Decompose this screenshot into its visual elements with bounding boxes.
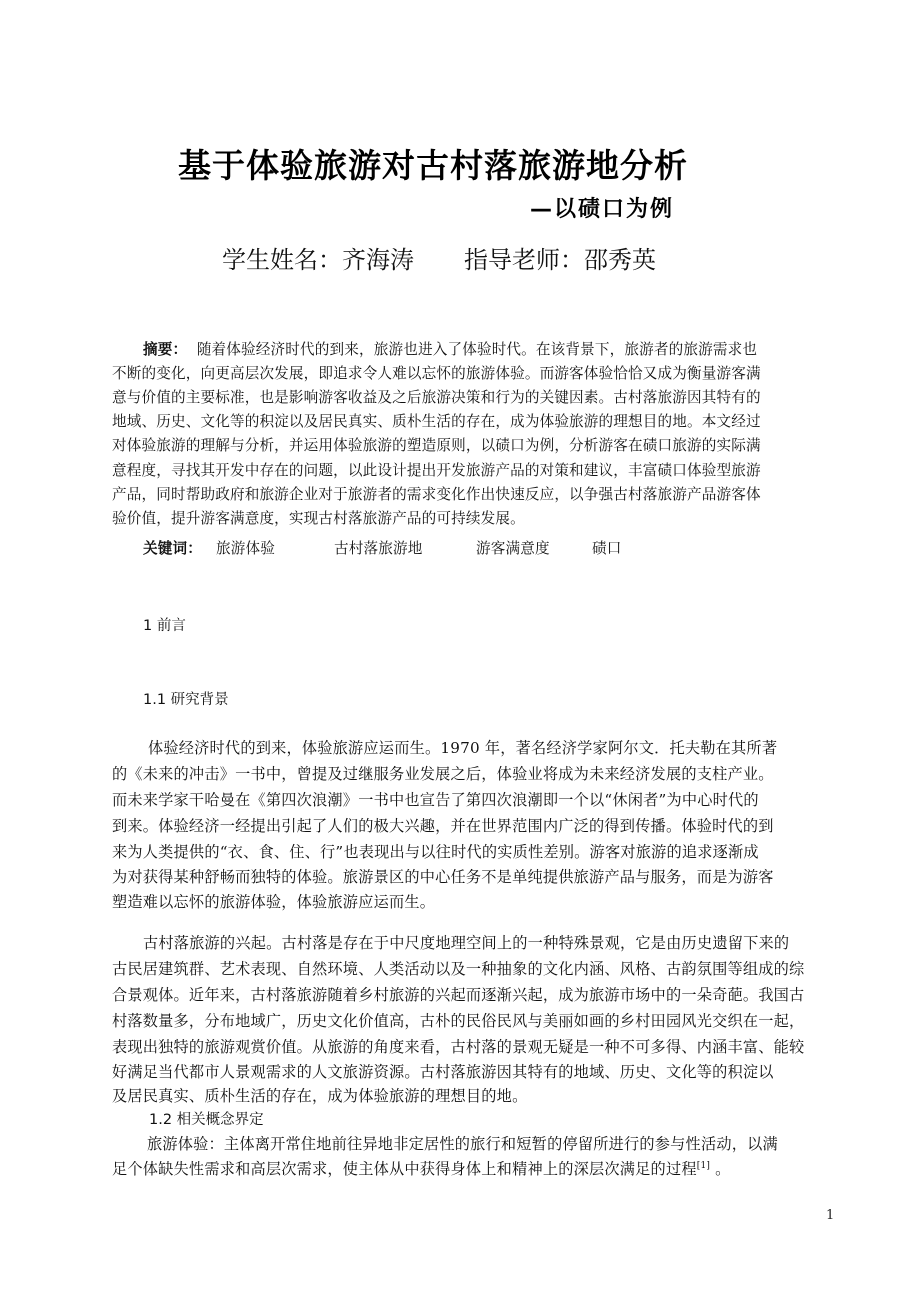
- subsection-heading: 1.1 研究背景: [143, 692, 229, 708]
- paragraph-line: 合景观体。近年来，古村落旅游随着乡村旅游的兴起而逐渐兴起，成为旅游市场中的一朵奇葩。我国古: [112, 986, 805, 1004]
- keyword: 古村落旅游地: [333, 540, 423, 557]
- abstract-line: 产品，同时帮助政府和旅游企业对于旅游者的需求变化作出快速反应，以争强古村落旅游产品游客体: [112, 486, 761, 503]
- keyword: 游客满意度: [475, 540, 550, 557]
- abstract-label: 摘要：: [143, 341, 188, 358]
- paragraph-line: 村落数量多，分布地域广，历史文化价值高，古朴的民俗民风与美丽如画的乡村田园风光交织在一起，: [112, 1012, 805, 1030]
- abstract-line: 不断的变化，向更高层次发展，即追求令人难以忘怀的旅游体验。而游客体验恰恰又成为衡量游客满: [112, 365, 761, 382]
- keyword: 旅游体验: [215, 540, 275, 557]
- paragraph-line: 体验经济时代的到来，体验旅游应运而生。1970 年，著名经济学家阿尔文．托夫勒在其所著: [148, 739, 778, 757]
- keywords: [143, 537, 621, 558]
- paragraph-line: 到来。体验经济一经提出引起了人们的极大兴趣，并在世界范围内广泛的得到传播。体验时代的到: [112, 817, 774, 835]
- paragraph-line: 古民居建筑群、艺术表现、自然环境、人类活动以及一种抽象的文化内涵、风格、古韵氛围等组成的综: [112, 960, 805, 978]
- paragraph-line: 的《未来的冲击》一书中，曾提及过继服务业发展之后，体验业将成为未来经济发展的支柱产业。: [112, 765, 774, 783]
- abstract-line: 摘要： 随着体验经济时代的到来，旅游也进入了体验时代。在该背景下，旅游者的旅游需求也: [143, 341, 758, 358]
- student-name: 学生姓名：齐海涛: [222, 246, 414, 274]
- section-heading: 1 前言: [143, 618, 186, 634]
- abstract-line: 意与价值的主要标准，也是影响游客收益及之后旅游决策和行为的关键因素。古村落旅游因其特有的: [112, 389, 761, 406]
- paragraph-line: 而未来学家干哈曼在《第四次浪潮》一书中也宣告了第四次浪潮即一个以“休闲者”为中心时代的: [112, 791, 759, 809]
- abstract-line: 地域、历史、文化等的积淀以及居民真实、质朴生活的存在，成为体验旅游的理想目的地。本文经过: [112, 413, 761, 430]
- abstract-line: 对体验旅游的理解与分析，并运用体验旅游的塑造原则，以碛口为例，分析游客在碛口旅游的实际满: [112, 437, 761, 454]
- paragraph-line: 来为人类提供的“衣、食、住、行”也表现出与以往时代的实质性差别。游客对旅游的追求逐渐成: [112, 843, 759, 861]
- citation[interactable]: [1]: [696, 1161, 711, 1171]
- author-line: [222, 240, 656, 275]
- advisor-name: 指导老师：邵秀英: [464, 246, 656, 274]
- paragraph-line: 及居民真实、质朴生活的存在，成为体验旅游的理想目的地。: [112, 1087, 528, 1105]
- paragraph-line: 足个体缺失性需求和高层次需求，使主体从中获得身体上和精神上的深层次满足的过程[1] 。: [112, 1160, 731, 1178]
- paper-title: 基于体验旅游对古村落旅游地分析: [178, 146, 688, 185]
- keyword: 碛口: [591, 540, 622, 557]
- paragraph-line: 塑造难以忘怀的旅游体验，体验旅游应运而生。: [112, 893, 436, 911]
- paragraph-line: 古村落旅游的兴起。古村落是存在于中尺度地理空间上的一种特殊景观，它是由历史遗留下来的: [143, 934, 790, 952]
- subsection-heading: 1.2 相关概念界定: [149, 1112, 264, 1128]
- keywords-label: 关键词：: [143, 540, 202, 557]
- paragraph-line: 为对获得某种舒畅而独特的体验。旅游景区的中心任务不是单纯提供旅游产品与服务，而是为游客: [112, 868, 774, 886]
- paragraph-line: 好满足当代都市人景观需求的人文旅游资源。古村落旅游因其特有的地域、历史、文化等的积淀以: [112, 1063, 774, 1081]
- abstract-line: 验价值，提升游客满意度，实现古村落旅游产品的可持续发展。: [112, 510, 525, 527]
- paragraph-line: 表现出独特的旅游观赏价值。从旅游的角度来看，古村落的景观无疑是一种不可多得、内涵丰富、能较: [112, 1038, 805, 1056]
- abstract-line: 意程度，寻找其开发中存在的问题，以此设计提出开发旅游产品的对策和建议，丰富碛口体验型旅游: [112, 462, 761, 479]
- paragraph-line: 旅游体验：主体离开常住地前往异地非定居性的旅行和短暂的停留所进行的参与性活动，以满: [147, 1135, 778, 1153]
- paper-subtitle: —以碛口为例: [530, 197, 675, 222]
- page-number: 1: [826, 1208, 835, 1223]
